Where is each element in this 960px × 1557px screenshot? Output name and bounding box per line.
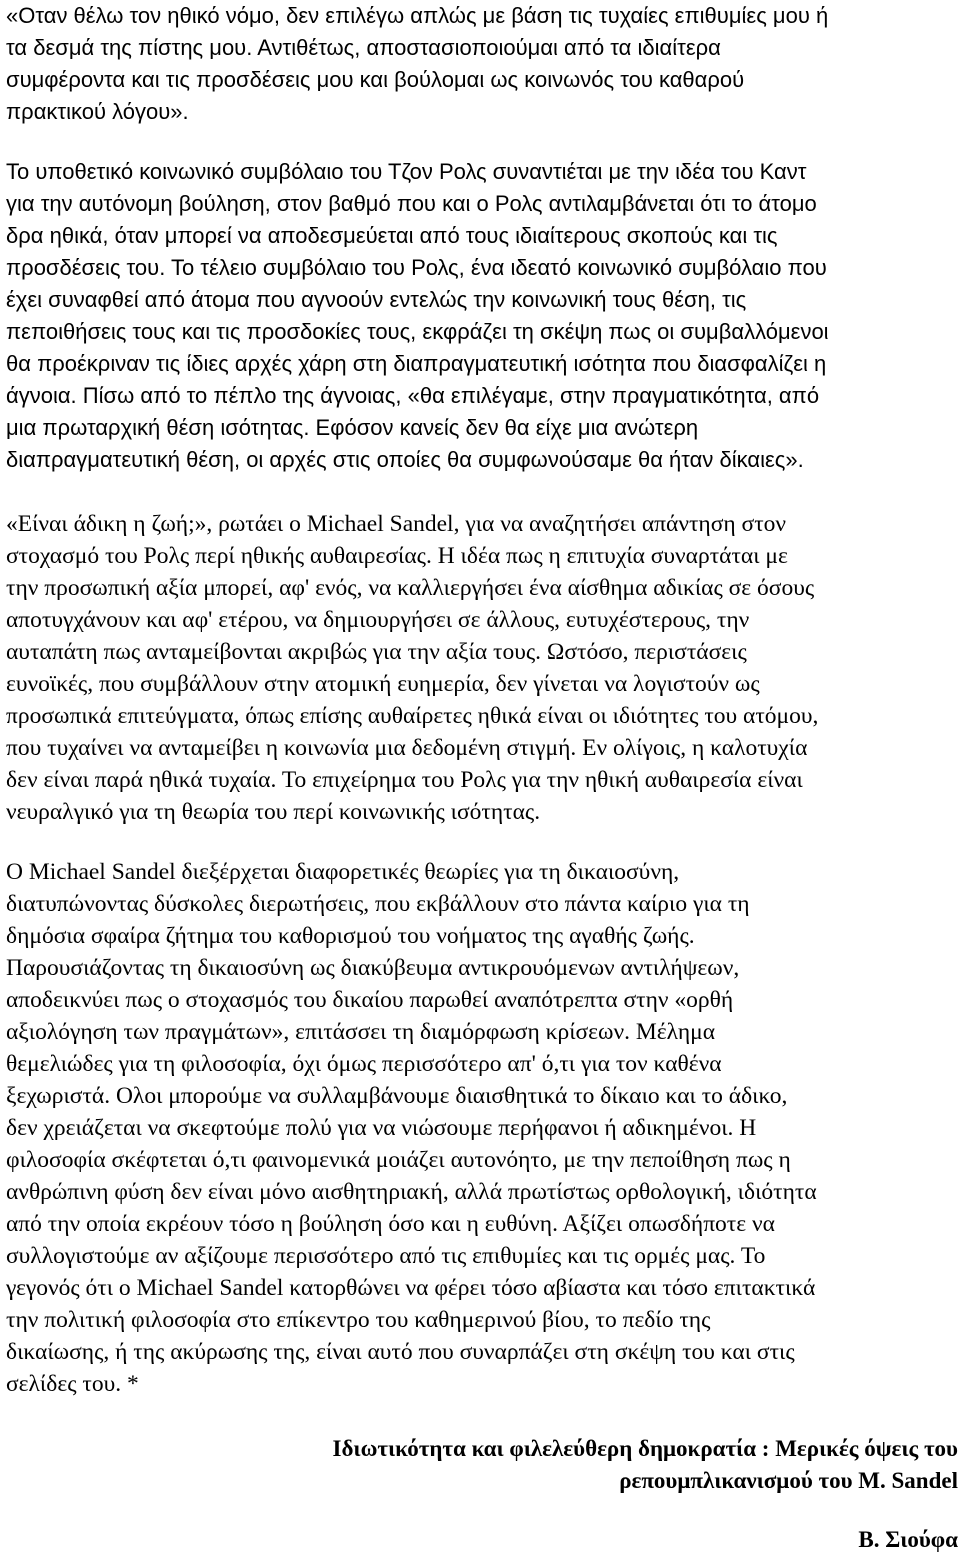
- text-line: άγνοια. Πίσω από το πέπλο της άγνοιας, «θα επιλέγαμε, στην πραγματικότητα, από: [6, 383, 820, 408]
- text-line: «Οταν θέλω τον ηθικό νόμο, δεν επιλέγω απλώς με βάση τις τυχαίες επιθυμίες μου ή: [6, 3, 829, 28]
- text-line: γεγονός ότι ο Michael Sandel κατορθώνει να φέρει τόσο αβίαστα και τόσο επιτακτικά: [6, 1275, 816, 1301]
- text-line: που τυχαίνει να ανταμείβει η κοινωνία μια δεδομένη στιγμή. Εν ολίγοις, η καλοτυχία: [6, 735, 808, 761]
- text-line: Το υποθετικό κοινωνικό συμβόλαιο του Τζον Ρολς συναντιέται με την ιδέα του Καντ: [6, 159, 807, 184]
- text-line: δεν είναι παρά ηθικά τυχαία. Το επιχείρημα του Ρολς για την ηθική αυθαιρεσία είναι: [6, 767, 803, 793]
- text-line: αυταπάτη πως ανταμείβονται ακριβώς για την αξία τους. Ωστόσο, περιστάσεις: [6, 639, 747, 665]
- text-line: αποδεικνύει πως ο στοχασμός του δικαίου παρωθεί αναπότρεπτα στην «ορθή: [6, 987, 734, 1013]
- text-line: θα προέκριναν τις ίδιες αρχές χάρη στη διαπραγματευτική ισότητα που διασφαλίζει η: [6, 351, 827, 376]
- text-line: για την αυτόνομη βούληση, στον βαθμό που και ο Ρολς αντιλαμβάνεται ότι το άτομο: [6, 191, 817, 216]
- text-line: διαπραγματευτική θέση, οι αρχές στις οποίες θα συμφωνούσαμε θα ήταν δίκαιες».: [6, 447, 804, 472]
- text-line: δρα ηθικά, όταν μπορεί να αποδεσμεύεται από τους ιδιαίτερους σκοπούς και τις: [6, 223, 778, 248]
- text-line: ανθρώπινη φύση δεν είναι μόνο αισθητηριακή, αλλά πρωτίστως ορθολογική, ιδιότητα: [6, 1179, 817, 1205]
- text-line: από την οποία εκρέουν τόσο η βούληση όσο και η ευθύνη. Αξίζει οπωσδήποτε να: [6, 1211, 775, 1237]
- text-line: μια πρωταρχική θέση ισότητας. Εφόσον κανείς δεν θα είχε μια ανώτερη: [6, 415, 699, 440]
- paragraph-sandel-justice: [6, 856, 956, 1400]
- text-line: θεμελιώδες για τη φιλοσοφία, όχι όμως περισσότερο απ' ό,τι για τον καθένα: [6, 1051, 722, 1077]
- text-line: συμφέροντα και τις προσδέσεις μου και βούλομαι ως κοινωνός του καθαρού: [6, 67, 745, 92]
- article-reference-title-line: Ιδιωτικότητα και φιλελεύθερη δημοκρατία : Μερικές όψεις του: [332, 1436, 958, 1461]
- text-line: αξιολόγηση των πραγμάτων», επιτάσσει τη διαμόρφωση κρίσεων. Μέλημα: [6, 1019, 716, 1045]
- text-line: πρακτικού λόγου».: [6, 99, 189, 124]
- text-line: ευνοϊκές, που συμβάλλουν στην ατομική ευημερία, δεν γίνεται να λογιστούν ως: [6, 671, 760, 697]
- text-line: προσδέσεις του. Το τέλειο συμβόλαιο του Ρολς, ένα ιδεατό κοινωνικό συμβόλαιο που: [6, 255, 827, 280]
- text-line: Ο Michael Sandel διεξέρχεται διαφορετικές θεωρίες για τη δικαιοσύνη,: [6, 859, 680, 885]
- text-line: ξεχωριστά. Ολοι μπορούμε να συλλαμβάνουμε διαισθητικά το δίκαιο και το άδικο,: [6, 1083, 788, 1109]
- article-reference-title-line: ρεπουμπλικανισμού του M. Sandel: [619, 1468, 958, 1493]
- text-line: προσωπικά επιτεύγματα, όπως επίσης αυθαίρετες ηθικά είναι οι ιδιότητες του ατόμου,: [6, 703, 819, 729]
- article-reference-title: [18, 1433, 958, 1497]
- text-line: αποτυγχάνουν και αφ' ετέρου, να δημιουργήσει σε άλλους, ευτυχέστερους, την: [6, 607, 750, 633]
- paragraph-rawls-contract: [6, 156, 956, 476]
- text-line: δικαίωσης, ή της ακύρωσης της, είναι αυτό που συναρπάζει στη σκέψη του και στις: [6, 1339, 795, 1365]
- author-signature: [18, 1524, 958, 1556]
- text-line: την πολιτική φιλοσοφία στο επίκεντρο του καθημερινού βίου, το πεδίο της: [6, 1307, 711, 1333]
- text-line: συλλογιστούμε αν αξίζουμε περισσότερο από τις επιθυμίες και τις ορμές μας. Το: [6, 1243, 766, 1269]
- text-line: φιλοσοφία σκέφτεται ό,τι φαινομενικά μοιάζει αυτονόητο, με την πεποίθηση πως η: [6, 1147, 791, 1173]
- text-line: δεν χρειάζεται να σκεφτούμε πολύ για να νιώσουμε περήφανοι ή αδικημένοι. Η: [6, 1115, 757, 1141]
- text-line: τα δεσμά της πίστης μου. Αντιθέτως, αποστασιοποιούμαι από τα ιδιαίτερα: [6, 35, 721, 60]
- text-line: πεποιθήσεις τους και τις προσδοκίες τους, εκφράζει τη σκέψη πως οι συμβαλλόμενοι: [6, 319, 829, 344]
- text-line: στοχασμό του Ρολς περί ηθικής αυθαιρεσίας. Η ιδέα πως η επιτυχία συναρτάται με: [6, 543, 788, 569]
- text-line: «Είναι άδικη η ζωή;», ρωτάει ο Michael Sandel, για να αναζητήσει απάντηση στον: [6, 511, 787, 537]
- author-name: Β. Σιούφα: [858, 1527, 958, 1552]
- text-line: διατυπώνοντας δύσκολες διερωτήσεις, που εκβάλλουν στο πάντα καίριο για τη: [6, 891, 750, 917]
- text-line: νευραλγικό για τη θεωρία του περί κοινωνικής ισότητας.: [6, 799, 541, 825]
- text-line: δημόσια σφαίρα ζήτημα του καθορισμού του νοήματος της αγαθής ζωής.: [6, 923, 695, 949]
- text-line: έχει συναφθεί από άτομα που αγνοούν εντελώς την κοινωνική τους θέση, τις: [6, 287, 747, 312]
- paragraph-kant-quote: [6, 0, 956, 128]
- text-line: σελίδες του. *: [6, 1371, 139, 1397]
- text-line: την προσωπική αξία μπορεί, αφ' ενός, να καλλιεργήσει ένα αίσθημα αδικίας σε όσους: [6, 575, 815, 601]
- text-line: Παρουσιάζοντας τη δικαιοσύνη ως διακύβευμα αντικρουόμενων αντιλήψεων,: [6, 955, 740, 981]
- paragraph-is-life-unfair: [6, 508, 956, 828]
